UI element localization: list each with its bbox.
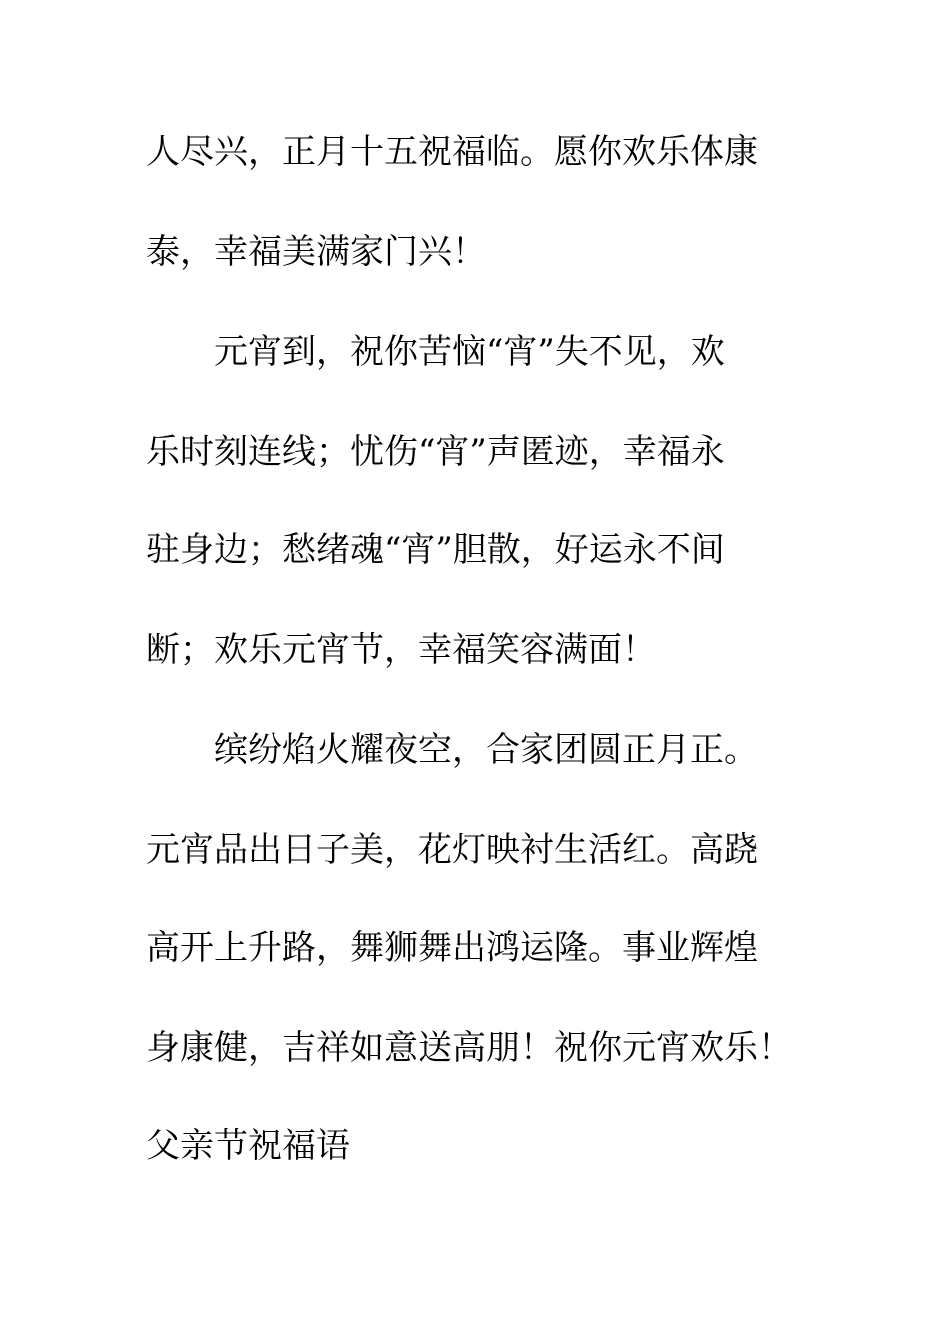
text-line: 元宵品出日子美，花灯映衬生活红。高跷 xyxy=(146,830,758,870)
text-line: 驻身边；愁绪魂“宵”胆散，好运永不间 xyxy=(146,530,725,570)
text-line: 人尽兴，正月十五祝福临。愿你欢乐体康 xyxy=(146,132,758,172)
text-line: 身康健，吉祥如意送高朋！祝你元宵欢乐！ xyxy=(146,1028,792,1068)
text-line: 断；欢乐元宵节，幸福笑容满面！ xyxy=(146,630,656,670)
section-heading: 父亲节祝福语 xyxy=(146,1126,350,1166)
text-line: 乐时刻连线；忧伤“宵”声匿迹，幸福永 xyxy=(146,432,725,472)
text-line: 缤纷焰火耀夜空，合家团圆正月正。 xyxy=(214,730,758,770)
text-line: 高开上升路，舞狮舞出鸿运隆。事业辉煌 xyxy=(146,928,758,968)
text-line: 泰，幸福美满家门兴！ xyxy=(146,232,486,272)
text-line: 元宵到，祝你苦恼“宵”失不见，欢 xyxy=(214,332,725,372)
